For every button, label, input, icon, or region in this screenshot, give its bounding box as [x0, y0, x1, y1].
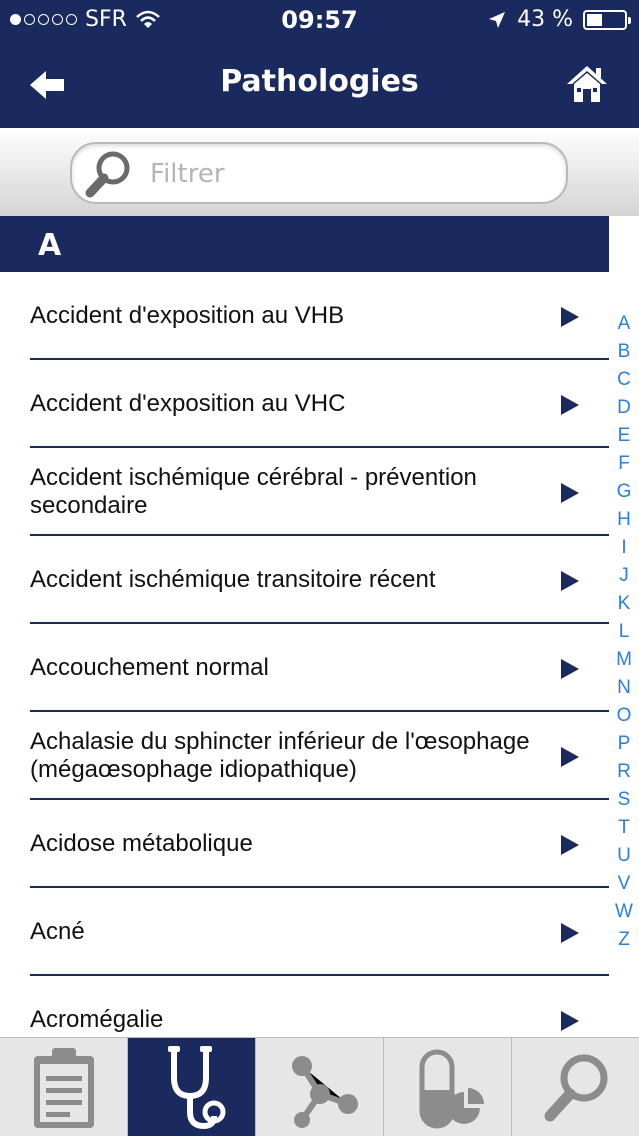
index-letter[interactable]: B [617, 341, 631, 362]
index-letter[interactable]: C [617, 369, 631, 390]
status-right [487, 7, 627, 32]
search-area [0, 128, 639, 216]
index-letter[interactable]: A [617, 313, 631, 334]
index-letter[interactable]: G [616, 481, 632, 502]
carrier-label: SFR [85, 7, 127, 32]
chevron-right-icon [561, 659, 579, 679]
index-letter[interactable]: K [617, 593, 631, 614]
chevron-right-icon [561, 1011, 579, 1031]
pathology-list [0, 272, 609, 1037]
list-item-label: Accident ischémique cérébral - prévention secondaire [30, 464, 477, 519]
chevron-right-icon [561, 571, 579, 591]
tab-search[interactable] [512, 1038, 639, 1136]
index-letter[interactable]: I [621, 537, 627, 558]
battery-icon [583, 10, 627, 30]
tab-medication[interactable] [384, 1038, 512, 1136]
tab-bar [0, 1037, 639, 1136]
chevron-right-icon [561, 395, 579, 415]
chevron-right-icon [561, 923, 579, 943]
search-icon [82, 149, 134, 201]
stethoscope-icon [152, 1042, 232, 1132]
index-letter[interactable]: E [617, 425, 631, 446]
index-letter[interactable]: W [615, 901, 633, 922]
magnifier-icon [536, 1042, 616, 1132]
pill-icon [408, 1042, 488, 1132]
list-item-label: Accident d'exposition au VHB [30, 302, 345, 329]
index-letter[interactable]: N [617, 677, 631, 698]
list-item[interactable] [0, 448, 609, 536]
list-item[interactable] [0, 272, 609, 360]
index-letter[interactable]: P [617, 733, 631, 754]
chevron-right-icon [561, 307, 579, 327]
index-letter[interactable]: J [619, 565, 629, 586]
tab-clipboard[interactable] [0, 1038, 128, 1136]
list-item[interactable] [0, 360, 609, 448]
list-item-label: Accident d'exposition au VHC [30, 390, 346, 417]
list-item-label: Accident ischémique transitoire récent [30, 566, 436, 593]
section-header: A [0, 216, 609, 272]
list-item-label: Acné [30, 918, 85, 945]
search-input[interactable] [150, 154, 550, 194]
location-arrow-icon [487, 10, 507, 30]
index-letter[interactable]: U [617, 845, 631, 866]
search-box[interactable] [70, 142, 568, 204]
tab-molecule[interactable] [256, 1038, 384, 1136]
list-item[interactable] [0, 536, 609, 624]
home-icon[interactable] [565, 62, 609, 106]
list-item-label: Acromégalie [30, 1006, 164, 1033]
molecule-icon [280, 1042, 360, 1132]
index-letter[interactable]: R [617, 761, 631, 782]
alphabet-index[interactable] [609, 310, 639, 954]
list-item[interactable] [0, 712, 609, 800]
tab-stethoscope[interactable] [128, 1038, 256, 1136]
status-time: 09:57 [281, 6, 358, 34]
index-letter[interactable]: F [618, 453, 630, 474]
page-title: Pathologies [220, 64, 419, 99]
status-bar [0, 0, 639, 42]
list-item-label: Achalasie du sphincter inférieur de l'œsophage (mégaœsophage idiopathique) [30, 728, 530, 783]
nav-bar [0, 42, 639, 128]
list-item[interactable] [0, 800, 609, 888]
chevron-right-icon [561, 483, 579, 503]
index-letter[interactable]: T [618, 817, 630, 838]
chevron-right-icon [561, 747, 579, 767]
list-item-label: Acidose métabolique [30, 830, 253, 857]
index-letter[interactable]: V [617, 873, 631, 894]
index-letter[interactable]: L [618, 621, 630, 642]
list-item[interactable] [0, 624, 609, 712]
index-letter[interactable]: M [616, 649, 632, 670]
list-item[interactable] [0, 888, 609, 976]
chevron-right-icon [561, 835, 579, 855]
index-letter[interactable]: O [616, 705, 632, 726]
index-letter[interactable]: Z [618, 929, 630, 950]
index-letter[interactable]: D [617, 397, 631, 418]
index-letter[interactable]: S [617, 789, 631, 810]
clipboard-icon [24, 1042, 104, 1132]
battery-percent: 43 % [517, 7, 573, 32]
list-item[interactable] [0, 976, 609, 1037]
index-letter[interactable]: H [617, 509, 631, 530]
list-item-label: Accouchement normal [30, 654, 269, 681]
